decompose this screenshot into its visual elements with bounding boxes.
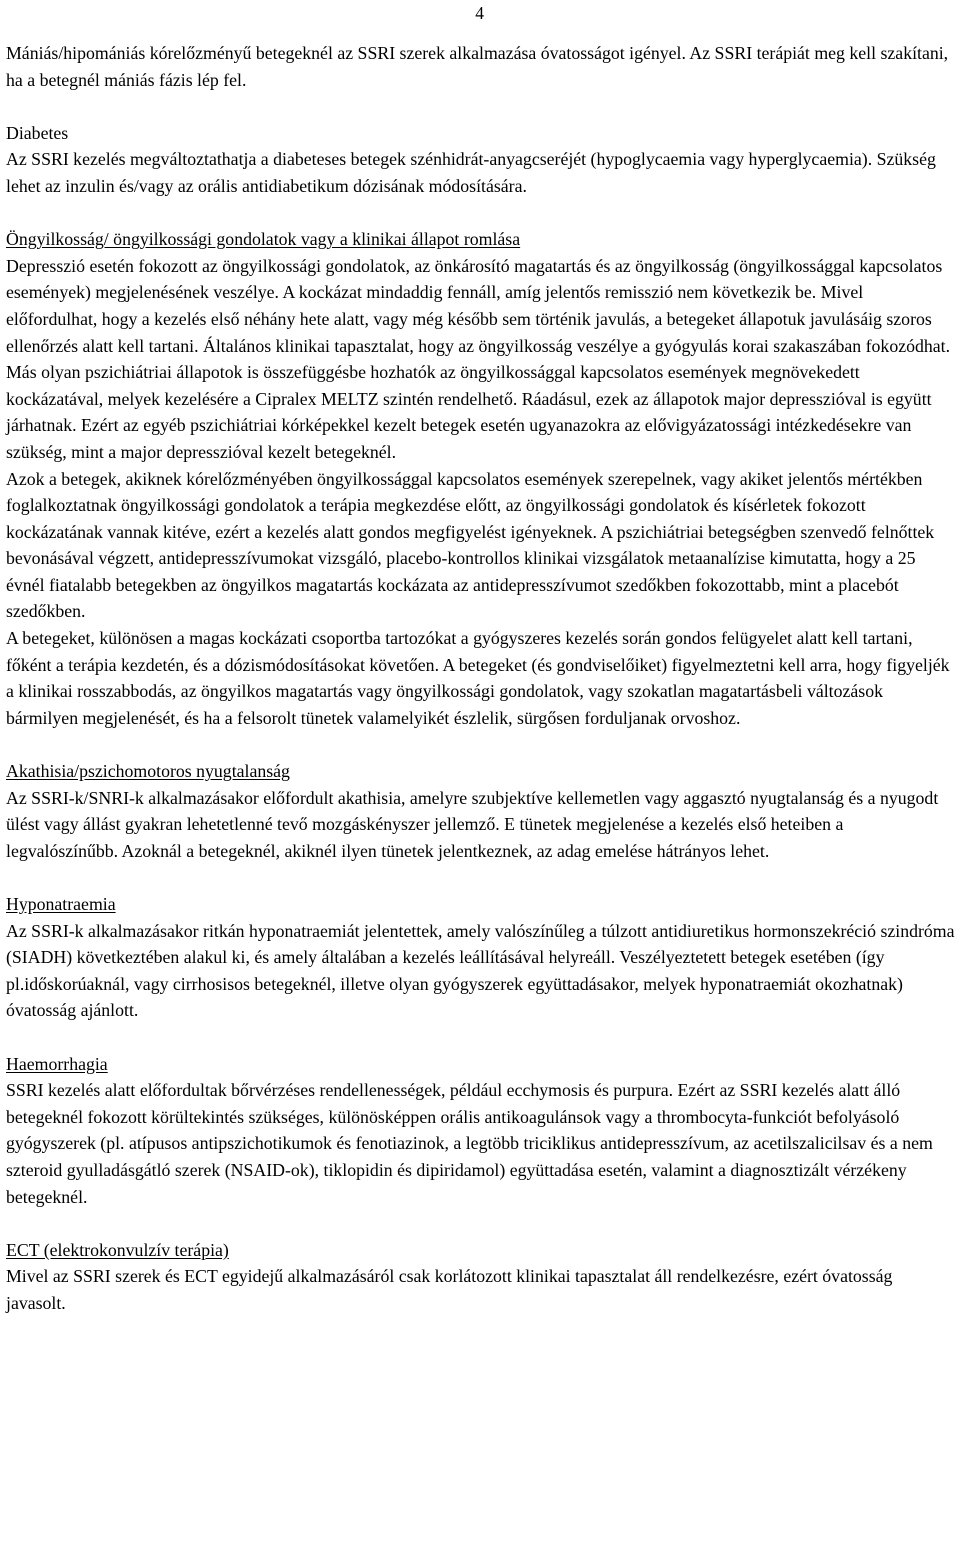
- ect-heading: ECT (elektrokonvulzív terápia): [6, 1239, 229, 1260]
- suicide-paragraph-3: Azok a betegek, akiknek kórelőzményében öngyilkossággal kapcsolatos események szerepelnek, vagy akiket jelentős mértékben foglalkoztatnak öngyilkossági gondolatok a terápia megkezdése előtt, az öngyilkossági gondolatok és kísérletek fokozott kockázatának vannak kitéve, ezért a kezelés alatt gondos megfigyelést igényeknek. A pszichiátriai betegségben szenvedő felnőttek bevonásával végzett, antidepresszívumokat vizsgáló, placebo-kontrollos klinikai vizsgálatok metaanalízise kimutatta, hogy a 25 évnél fiatalabb betegekben az öngyilkos magatartás kockázata az antidepresszívumot szedőkben fokozottabb, mint a placebót szedőkben.: [6, 468, 935, 622]
- akathisia-heading: Akathisia/pszichomotoros nyugtalanság: [6, 761, 290, 782]
- paragraph-spacer: [6, 1210, 956, 1237]
- paragraph-spacer: [6, 731, 956, 758]
- suicide-paragraph-1: Depresszió esetén fokozott az öngyilkossági gondolatok, az önkárosító magatartás és az öngyilkosság (öngyilkossággal kapcsolatos események) megjelenésének veszélye. A kockázat mindaddig fennáll, amíg jelentős remisszió nem következik be. Mivel előfordulhat, hogy a kezelés első néhány hete alatt, vagy még később sem történik javulás, a betegeket állapotuk javulásáig szoros ellenőrzés alatt kell tartani. Általános klinikai tapasztalat, hogy az öngyilkosság veszélye a gyógyulás korai szakaszában fokozódhat.: [6, 255, 951, 356]
- diabetes-heading: Diabetes: [6, 122, 69, 143]
- haemorrhagia-paragraph: SSRI kezelés alatt előfordultak bőrvérzéses rendellenességek, például ecchymosis és purpura. Ezért az SSRI kezelés alatt álló betegeknél fokozott körültekintés szükséges, különösképpen orális antikoagulánsok vagy a thrombocyta-funkciót befolyásoló gyógyszerek (pl. atípusos antipszichotikumok és fenotiazinok, a legtöbb triciklikus antidepresszívum, az acetilszalicilsav és a nem szteroid gyulladásgátló szerek (NSAID-ok), tiklopidin és dipiridamol) együttadása esetén, valamint a diagnosztizált vérzékeny betegeknél.: [6, 1080, 933, 1207]
- suicide-paragraph-2: Más olyan pszichiátriai állapotok is összefüggésbe hozhatók az öngyilkossággal kapcsolatos események megnövekedett kockázatával, melyek kezelésére a Cipralex MELTZ szintén rendelhető. Ráadásul, ezek az állapotok major depresszióval is együtt járhatnak. Ezért az egyéb pszichiátriai kórképekkel kezelt betegek esetén ugyanazokra az elővigyázatossági intézkedésekre van szükség, mint a major depresszióval kezelt betegeknél.: [6, 362, 932, 462]
- ect-paragraph: Mivel az SSRI szerek és ECT egyidejű alkalmazásáról csak korlátozott klinikai tapasztalat áll rendelkezésre, ezért óvatosság javasolt.: [6, 1266, 893, 1313]
- haemorrhagia-heading: Haemorrhagia: [6, 1053, 108, 1074]
- suicide-heading: Öngyilkosság/ öngyilkossági gondolatok vagy a klinikai állapot romlása: [6, 229, 521, 250]
- intro-paragraph: Mániás/hipomániás kórelőzményű betegeknél az SSRI szerek alkalmazása óvatosságot igényel. Az SSRI terápiát meg kell szakítani, ha a betegnél mániás fázis lép fel.: [6, 43, 949, 90]
- paragraph-spacer: [6, 200, 956, 227]
- document-body: [6, 40, 956, 1317]
- paragraph-spacer: [6, 864, 956, 891]
- diabetes-paragraph: Az SSRI kezelés megváltoztathatja a diabeteses betegek szénhidrát-anyagcseréjét (hypoglycaemia vagy hyperglycaemia). Szükség lehet az inzulin és/vagy az orális antidiabetikum dózisának módosítására.: [6, 149, 936, 196]
- suicide-paragraph-4: A betegeket, különösen a magas kockázati csoportba tartozókat a gyógyszeres kezelés során gondos felügyelet alatt kell tartani, főként a terápia kezdetén, és a dózismódosításokat követően. A betegeket (és gondviselőiket) figyelmeztetni kell arra, hogy figyeljék a klinikai rosszabbodás, az öngyilkos magatartás vagy öngyilkossági gondolatok, vagy szokatlan magatartásbeli változások bármilyen megjelenését, és ha a felsorolt tünetek valamelyikét észlelik, sürgősen forduljanak orvoshoz.: [6, 628, 950, 728]
- akathisia-paragraph: Az SSRI-k/SNRI-k alkalmazásakor előfordult akathisia, amelyre szubjektíve kellemetlen vagy aggasztó nyugtalanság és a nyugodt ülést vagy állást gyakran lehetetlenné tevő mozgáskényszer jellemző. E tünetek megjelenése a kezelés első heteiben a legvalószínűbb. Azoknál a betegeknél, akiknél ilyen tünetek jelentkeznek, az adag emelése hátrányos lehet.: [6, 787, 939, 861]
- hyponatraemia-paragraph: Az SSRI-k alkalmazásakor ritkán hyponatraemiát jelentettek, amely valószínűleg a túlzott antidiuretikus hormonszekréció szindróma (SIADH) következtében alakul ki, és amely általában a kezelés leállításával helyreáll. Veszélyeztetett betegek esetében (így pl.időskorúaknál, vagy cirrhosisos betegeknél, illetve olyan gyógyszerek együttadásakor, melyek hyponatraemiát okozhatnak) óvatosság ajánlott.: [6, 920, 955, 1021]
- paragraph-spacer: [6, 93, 956, 120]
- page-number: 4: [475, 3, 484, 23]
- paragraph-spacer: [6, 1024, 956, 1051]
- hyponatraemia-heading: Hyponatraemia: [6, 894, 116, 914]
